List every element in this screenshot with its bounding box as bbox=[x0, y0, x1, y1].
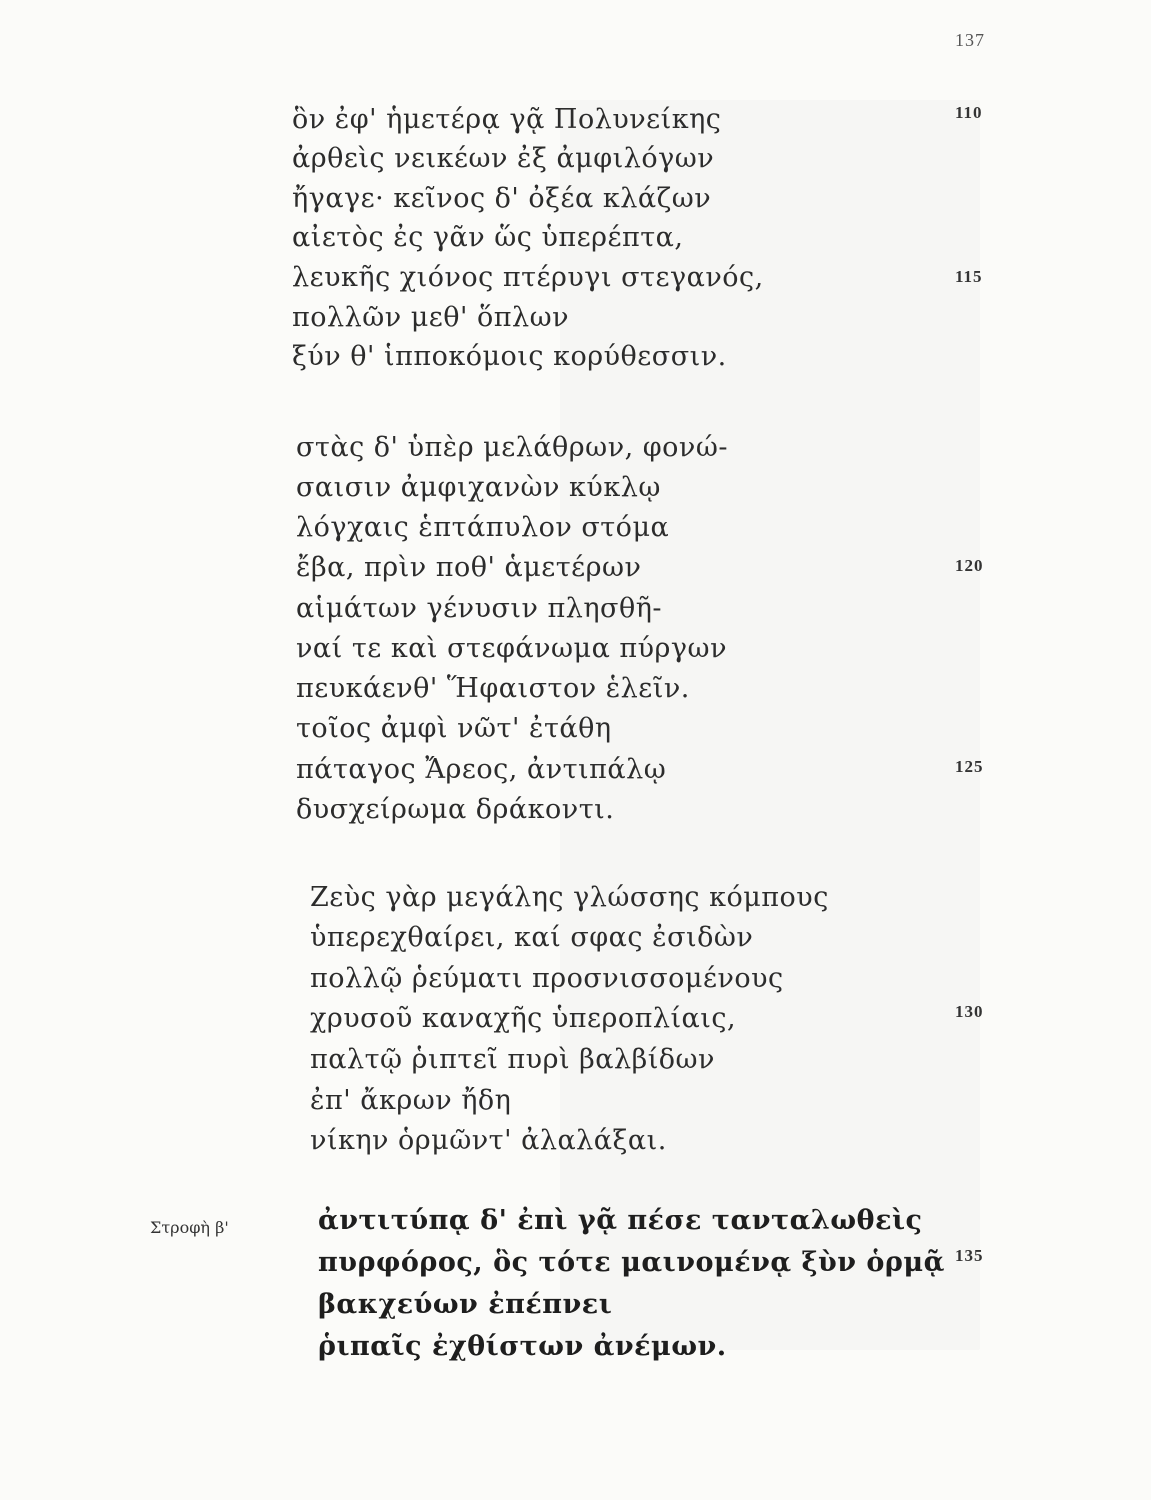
verse-line: ξύν θ' ἱπποκόμοις κορύθεσσιν. bbox=[292, 341, 727, 372]
verse-line: σαισιν ἀμφιχανὼν κύκλῳ bbox=[296, 472, 661, 503]
line-number: 110 bbox=[955, 103, 983, 122]
verse-line: στὰς δ' ὑπὲρ μελάθρων, φονώ- bbox=[296, 432, 728, 463]
line-number: 130 bbox=[955, 1002, 984, 1021]
verse-line: ναί τε καὶ στεφάνωμα πύργων bbox=[296, 633, 727, 664]
verse-line: πολλῷ ῥεύματι προσνισσομένους bbox=[310, 963, 784, 994]
verse-line: τοῖος ἀμφὶ νῶτ' ἐτάθη bbox=[296, 713, 612, 744]
verse-line: πευκάενθ' Ἥφαιστον ἑλεῖν. bbox=[296, 673, 690, 704]
verse-line: πυρφόρος, ὃς τότε μαινομένᾳ ξὺν ὁρμᾷ bbox=[318, 1247, 945, 1278]
verse-line: βακχεύων ἐπέπνει bbox=[318, 1289, 613, 1320]
verse-line: ἐπ' ἄκρων ἤδη bbox=[310, 1085, 512, 1116]
verse-line: νίκην ὁρμῶντ' ἀλαλάξαι. bbox=[310, 1125, 667, 1156]
verse-line: πολλῶν μεθ' ὅπλων bbox=[292, 302, 570, 333]
line-number: 115 bbox=[955, 267, 983, 286]
verse-line: παλτῷ ῥιπτεῖ πυρὶ βαλβίδων bbox=[310, 1044, 715, 1075]
verse-line: λευκῆς χιόνος πτέρυγι στεγανός, bbox=[292, 262, 764, 293]
verse-line: δυσχείρωμα δράκοντι. bbox=[296, 794, 615, 825]
verse-line: αἱμάτων γένυσιν πλησθῆ- bbox=[296, 593, 663, 624]
verse-line: ῥιπαῖς ἐχθίστων ἀνέμων. bbox=[318, 1331, 727, 1362]
verse-line: Ζεὺς γὰρ μεγάλης γλώσσης κόμπους bbox=[310, 882, 829, 913]
line-number: 125 bbox=[955, 757, 984, 776]
strophe-label: Στροφὴ β' bbox=[150, 1218, 229, 1237]
verse-line: λόγχαις ἑπτάπυλον στόμα bbox=[296, 512, 670, 543]
verse-line: ὃν ἐφ' ἡμετέρᾳ γᾷ Πολυνείκης bbox=[292, 104, 722, 135]
verse-line: αἰετὸς ἐς γᾶν ὥς ὑπερέπτα, bbox=[292, 222, 684, 253]
line-number: 135 bbox=[955, 1246, 984, 1265]
verse-line: πάταγος Ἄρεος, ἀντιπάλῳ bbox=[296, 754, 667, 785]
verse-line: ὑπερεχθαίρει, καί σφας ἐσιδὼν bbox=[310, 922, 754, 953]
line-number: 120 bbox=[955, 556, 984, 575]
verse-line: ἤγαγε· κεῖνος δ' ὀξέα κλάζων bbox=[292, 183, 712, 214]
verse-line: ἀντιτύπᾳ δ' ἐπὶ γᾷ πέσε τανταλωθεὶς bbox=[318, 1205, 923, 1236]
verse-line: ἔβα, πρὶν ποθ' ἁμετέρων bbox=[296, 552, 642, 583]
verse-line: ἀρθεὶς νεικέων ἐξ ἀμφιλόγων bbox=[292, 143, 715, 174]
verse-line: χρυσοῦ καναχῆς ὑπεροπλίαις, bbox=[310, 1003, 737, 1034]
page-number: 137 bbox=[955, 30, 985, 50]
